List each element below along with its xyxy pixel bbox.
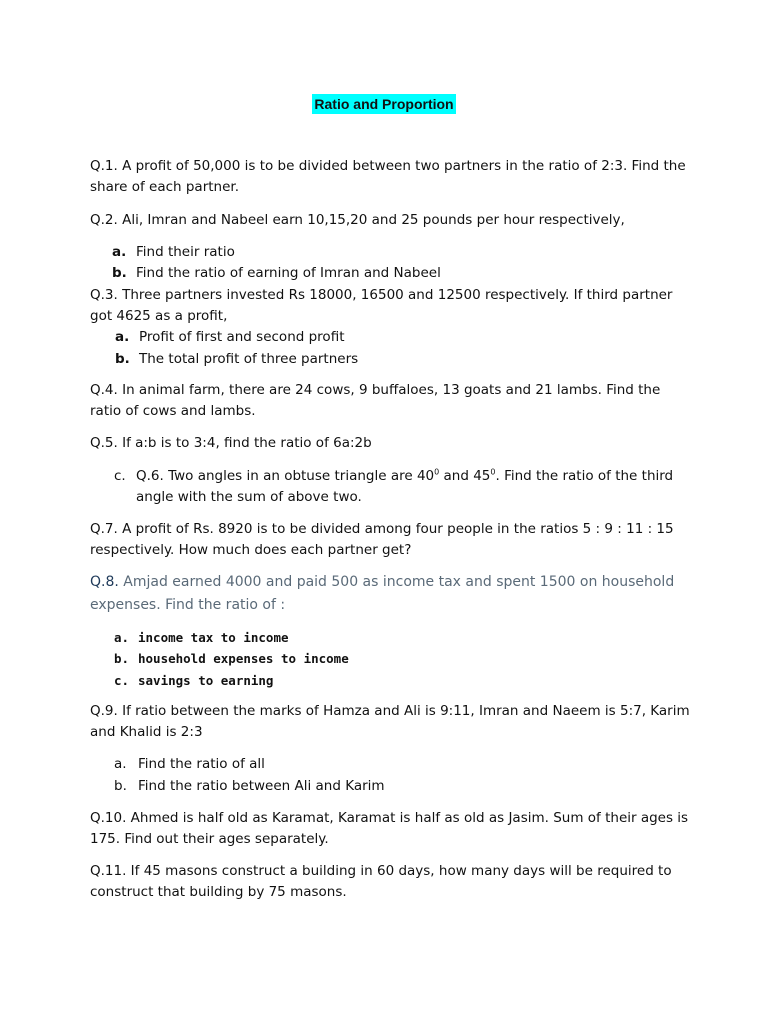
question-1: Q.1. A profit of 50,000 is to be divided between two partners in the ratio of 2:3. Find the share of each partner. [90,158,686,195]
page-title [0,94,768,113]
question-9-item-a: a. Find the ratio of all [114,756,265,772]
question-3-item-b: b. The total profit of three partners [115,351,359,367]
question-3-item-a: a. Profit of first and second profit [115,329,345,345]
question-11: Q.11. If 45 masons construct a building in 60 days, how many days will be required to construct that building by 75 masons. [90,863,672,900]
question-8-item-a: a. income tax to income [114,630,289,645]
question-3: Q.3. Three partners invested Rs 18000, 16500 and 12500 respectively. If third partner got 4625 as a profit, [90,287,673,324]
question-7: Q.7. A profit of Rs. 8920 is to be divided among four people in the ratios 5 : 9 : 11 : 15 respectively. How much does each partner get? [90,521,674,558]
question-2-item-b: b. Find the ratio of earning of Imran and Nabeel [112,265,441,281]
question-10: Q.10. Ahmed is half old as Karamat, Karamat is half as old as Jasim. Sum of their ages is 175. Find out their ages separately. [90,810,689,847]
question-8-item-c: c. savings to earning [114,673,274,688]
question-8-item-b: b. household expenses to income [114,651,349,666]
question-5: Q.5. If a:b is to 3:4, find the ratio of 6a:2b [90,435,372,451]
question-6-marker: c. [114,468,126,484]
question-6: Q.6. Two angles in an obtuse triangle are $40^0$ and $45^0$. Find the ratio of the third angle with the sum of above two. [136,467,674,505]
question-9: Q.9. If ratio between the marks of Hamza and Ali is 9:11, Imran and Naeem is 5:7, Karim and Khalid is 2:3 [90,703,690,740]
question-8: Q.8. Amjad earned 4000 and paid 500 as income tax and spent 1500 on household expenses. Find the ratio of : [90,574,675,613]
title-text: Ratio and Proportion [314,96,454,112]
question-9-item-b: b. Find the ratio between Ali and Karim [114,778,385,794]
question-2-item-a: a. Find their ratio [112,244,235,260]
question-4: Q.4. In animal farm, there are 24 cows, 9 buffaloes, 13 goats and 21 lambs. Find the ratio of cows and lambs. [90,382,661,419]
question-2: Q.2. Ali, Imran and Nabeel earn 10,15,20 and 25 pounds per hour respectively, [90,212,625,228]
